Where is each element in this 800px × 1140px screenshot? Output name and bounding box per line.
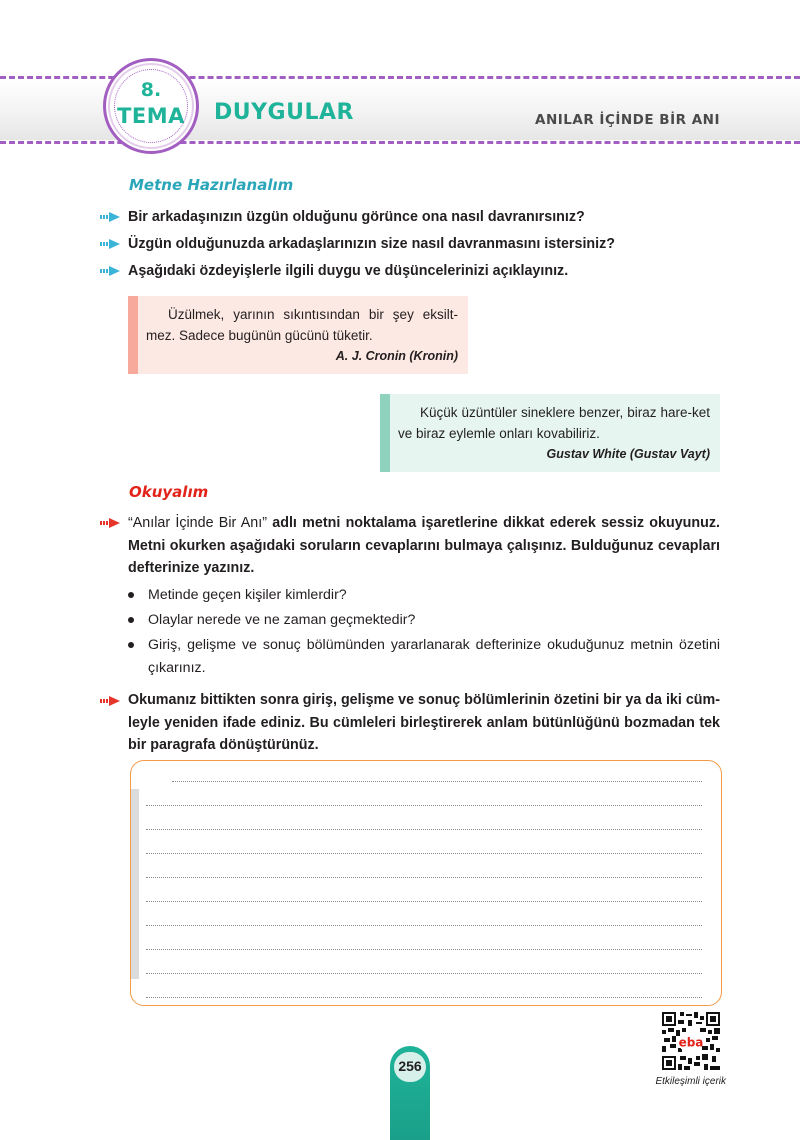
- quote-box-2-bar: [380, 394, 390, 472]
- arrow-bullet-icon: [100, 518, 120, 528]
- page-number-tab: [390, 1046, 430, 1140]
- arrow-bullet-icon: [100, 266, 120, 276]
- writing-line: [146, 829, 702, 830]
- quote-2-author: Gustav White (Gustav Vayt): [546, 447, 710, 461]
- arrow-bullet-icon: [100, 212, 120, 222]
- quote-1-author: A. J. Cronin (Kronin): [335, 349, 458, 363]
- reading-item-3-text: Giriş, gelişme ve sonuç bölümünden yararlanarak defterinize okuduğunuz metnin özetini çıkarınız.: [148, 637, 720, 676]
- prepare-question-1: Bir arkadaşınızın üzgün olduğunu görünce ona nasıl davranırsınız?: [128, 209, 585, 225]
- quote-1-text: Üzülmek, yarının sıkıntısından bir şey eksilt-mez. Sadece bugünün gücünü tüketir.: [146, 307, 458, 343]
- reading-task: Okumanız bittikten sonra giriş, gelişme ve sonuç bölümlerinin özetini bir ya da iki cüm-leyle yeniden ifade ediniz. Bu cümleleri birleştirerek anlam bütünlüğünü bozmadan tek bir paragrafa dönüştürünüz.: [128, 692, 720, 753]
- reading-item-3: [128, 634, 720, 679]
- prepare-question-2: Üzgün olduğunuzda arkadaşlarınızın size nasıl davranmasını istersiniz?: [128, 236, 616, 252]
- writing-line: [146, 997, 702, 998]
- quote-box-2: [380, 394, 720, 472]
- writing-line: [146, 973, 702, 974]
- theme-title: DUYGULAR: [214, 100, 354, 125]
- writing-line: [172, 781, 702, 782]
- reading-instruction: [128, 512, 720, 580]
- qr-code-icon[interactable]: [662, 1012, 720, 1070]
- prepare-question-3: Aşağıdaki özdeyişlerle ilgili duygu ve düşüncelerinizi açıklayınız.: [128, 263, 569, 279]
- quote-box-1: [128, 296, 468, 374]
- writing-line: [146, 925, 702, 926]
- quote-2-text: Küçük üzüntüler sineklere benzer, biraz hare-ket ve biraz eylemle onları kovabiliriz.: [398, 405, 710, 441]
- reading-item-1-text: Metinde geçen kişiler kimlerdir?: [148, 587, 347, 603]
- arrow-bullet-icon: [100, 239, 120, 249]
- writing-area[interactable]: [130, 760, 722, 1006]
- theme-badge: [103, 58, 199, 154]
- reading-item-1: [128, 584, 720, 606]
- theme-word: TEMA: [117, 104, 185, 128]
- bullet-dot: [128, 617, 134, 623]
- section-heading-prepare: Metne Hazırlanalım: [129, 176, 294, 194]
- writing-area-margin-bar: [131, 789, 139, 979]
- writing-line: [146, 853, 702, 854]
- writing-line: [146, 901, 702, 902]
- reading-item-2-text: Olaylar nerede ve ne zaman geçmektedir?: [148, 612, 416, 628]
- writing-line: [146, 877, 702, 878]
- page-number: 256: [398, 1058, 422, 1074]
- qr-caption: Etkileşimli içerik: [655, 1076, 726, 1087]
- quote-box-1-bar: [128, 296, 138, 374]
- bullet-dot: [128, 642, 134, 648]
- writing-line: [146, 949, 702, 950]
- reading-text-title: “Anılar İçinde Bir Anı”: [128, 515, 267, 531]
- arrow-bullet-icon: [100, 696, 120, 706]
- reading-item-2: [128, 609, 720, 631]
- section-heading-reading: Okuyalım: [129, 483, 209, 501]
- theme-number: 8.: [140, 79, 162, 101]
- subtheme-title: ANILAR İÇİNDE BİR ANI: [535, 112, 720, 128]
- reading-instruction-text: adlı metni noktalama işaretlerine dikkat ederek sessiz okuyunuz. Metni okurken aşağıdaki soruların cevaplarını bulmaya çalışınız. Bulduğunuz cevapları defterinize yazınız.: [128, 515, 720, 576]
- qr-eba-badge: eba: [678, 1035, 704, 1050]
- bullet-dot: [128, 592, 134, 598]
- writing-line: [146, 805, 702, 806]
